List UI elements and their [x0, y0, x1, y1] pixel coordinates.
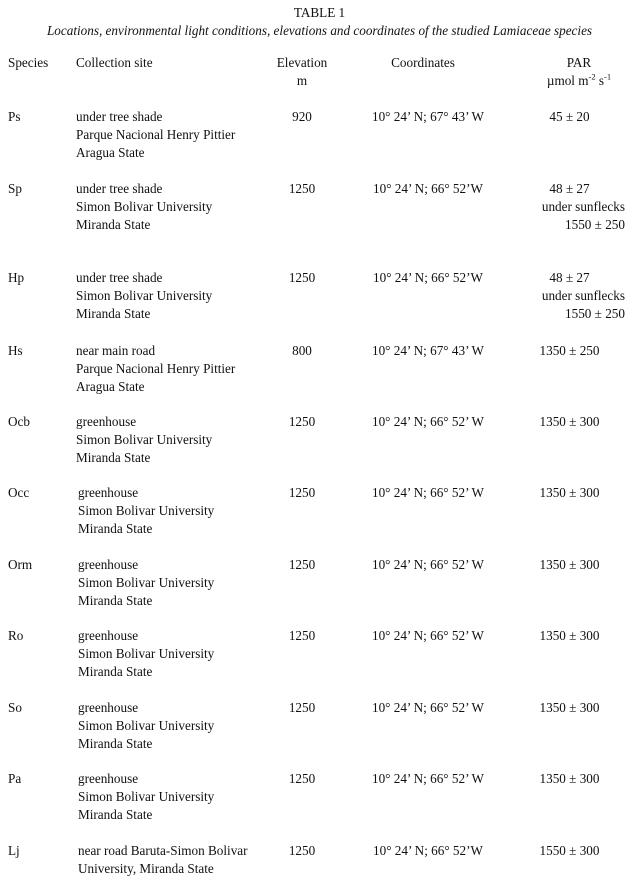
- table-number: TABLE 1: [293, 5, 346, 20]
- par-value-line: 1350 ± 300: [539, 485, 600, 500]
- par-value-line: 1350 ± 250: [539, 343, 600, 358]
- coordinates-cell: 10° 24’ N; 66° 52’ W: [371, 771, 484, 786]
- par-value-line: 1550 ± 250: [565, 306, 625, 321]
- collection-site-line: greenhouse: [78, 557, 139, 572]
- species-cell: Ocb: [8, 414, 30, 429]
- par-value-line: 48 ± 27: [549, 270, 590, 285]
- collection-site-line: greenhouse: [76, 414, 137, 429]
- collection-site-line: under tree shade: [76, 181, 163, 196]
- header-elevation-label: Elevation: [276, 55, 328, 70]
- species-cell: Occ: [8, 485, 30, 500]
- species-cell: Hs: [8, 343, 23, 358]
- coordinates-cell: 10° 24’ N; 66° 52’W: [373, 270, 483, 285]
- collection-site-line: Miranda State: [78, 807, 153, 822]
- collection-site-line: Miranda State: [78, 521, 153, 536]
- species-cell: Ro: [8, 628, 24, 643]
- species-cell: So: [8, 700, 22, 715]
- collection-site-line: greenhouse: [78, 628, 139, 643]
- collection-site-cell: [78, 699, 214, 753]
- par-value-line: 1350 ± 300: [539, 771, 600, 786]
- collection-site-cell: [76, 180, 212, 234]
- header-par: [520, 54, 638, 90]
- collection-site-line: near main road: [76, 343, 156, 358]
- header-par-unit: µmol $m^{-2}$ $s^{-1}$: [546, 71, 612, 88]
- par-cell: [500, 269, 625, 323]
- species-cell: Ps: [8, 109, 21, 124]
- coordinates-cell: 10° 24’ N; 67° 43’ W: [371, 109, 484, 124]
- par-value-line: 1550 ± 250: [565, 217, 625, 232]
- coordinates-cell: 10° 24’ N; 66° 52’W: [373, 181, 483, 196]
- collection-site-line: greenhouse: [78, 700, 139, 715]
- header-elevation: [262, 54, 342, 90]
- collection-site-line: Simon Bolivar University: [78, 503, 215, 518]
- collection-site-cell: [76, 108, 235, 162]
- header-collection-site: Collection site: [76, 55, 153, 70]
- par-value-line: 48 ± 27: [549, 181, 590, 196]
- par-cell: [500, 342, 625, 360]
- par-cell: [500, 627, 625, 645]
- collection-site-line: Aragua State: [76, 379, 145, 394]
- collection-site-line: Simon Bolivar University: [76, 432, 213, 447]
- collection-site-line: Miranda State: [78, 736, 153, 751]
- collection-site-line: Parque Nacional Henry Pittier: [76, 127, 236, 142]
- species-cell: Lj: [8, 843, 20, 858]
- species-cell: Hp: [8, 270, 25, 285]
- collection-site-line: Miranda State: [76, 217, 151, 232]
- collection-site-line: Simon Bolivar University: [78, 646, 215, 661]
- collection-site-line: Miranda State: [76, 450, 151, 465]
- coordinates-cell: 10° 24’ N; 66° 52’ W: [371, 414, 484, 429]
- par-value-line: 1350 ± 300: [539, 557, 600, 572]
- collection-site-cell: [78, 627, 214, 681]
- elevation-cell: 1250: [288, 700, 316, 715]
- collection-site-cell: [78, 556, 214, 610]
- collection-site-cell: [78, 770, 214, 824]
- elevation-cell: 1250: [288, 485, 316, 500]
- species-cell: Sp: [8, 181, 22, 196]
- par-cell: [500, 484, 625, 502]
- elevation-cell: 1250: [288, 628, 316, 643]
- collection-site-line: Simon Bolivar University: [78, 575, 215, 590]
- collection-site-line: Aragua State: [76, 145, 145, 160]
- collection-site-line: Parque Nacional Henry Pittier: [76, 361, 236, 376]
- par-cell: [500, 413, 625, 431]
- elevation-cell: 1250: [288, 771, 316, 786]
- par-cell: [500, 108, 625, 126]
- collection-site-line: greenhouse: [78, 485, 139, 500]
- par-value-line: 45 ± 20: [549, 109, 590, 124]
- par-cell: [500, 842, 625, 860]
- collection-site-line: Simon Bolivar University: [76, 288, 213, 303]
- par-value-line: 1550 ± 300: [539, 843, 600, 858]
- par-cell: [500, 180, 625, 234]
- collection-site-line: Simon Bolivar University: [78, 789, 215, 804]
- header-par-label: PAR: [566, 55, 592, 70]
- par-cell: [500, 699, 625, 717]
- table-title: Locations, environmental light conditions, elevations and coordinates of the studied Lamiaceae species: [46, 23, 593, 38]
- par-cell: [500, 556, 625, 574]
- coordinates-cell: 10° 24’ N; 66° 52’ W: [371, 485, 484, 500]
- collection-site-line: Miranda State: [78, 664, 153, 679]
- elevation-cell: 1250: [288, 414, 316, 429]
- collection-site-cell: [76, 413, 212, 467]
- species-cell: Orm: [8, 557, 33, 572]
- collection-site-line: greenhouse: [78, 771, 139, 786]
- collection-site-cell: [78, 484, 214, 538]
- par-cell: [500, 770, 625, 788]
- header-elevation-unit: m: [296, 73, 308, 88]
- collection-site-line: Miranda State: [78, 593, 153, 608]
- collection-site-line: under tree shade: [76, 270, 163, 285]
- par-value-line: under sunflecks: [541, 288, 625, 303]
- coordinates-cell: 10° 24’ N; 66° 52’W: [373, 843, 483, 858]
- species-cell: Pa: [8, 771, 22, 786]
- collection-site-line: near road Baruta-Simon Bolivar: [78, 843, 248, 858]
- par-value-line: 1350 ± 300: [539, 414, 600, 429]
- elevation-cell: 800: [292, 343, 312, 358]
- coordinates-cell: 10° 24’ N; 66° 52’ W: [371, 557, 484, 572]
- header-coordinates: Coordinates: [391, 55, 455, 70]
- collection-site-line: University, Miranda State: [78, 861, 214, 876]
- elevation-cell: 1250: [288, 181, 316, 196]
- collection-site-cell: [78, 842, 248, 878]
- collection-site-line: Simon Bolivar University: [78, 718, 215, 733]
- elevation-cell: 1250: [288, 557, 316, 572]
- collection-site-cell: [76, 269, 212, 323]
- par-value-line: 1350 ± 300: [539, 628, 600, 643]
- collection-site-line: Miranda State: [76, 306, 151, 321]
- header-species: Species: [8, 55, 49, 70]
- collection-site-line: under tree shade: [76, 109, 163, 124]
- elevation-cell: 1250: [288, 843, 316, 858]
- coordinates-cell: 10° 24’ N; 66° 52’ W: [371, 700, 484, 715]
- collection-site-cell: [76, 342, 235, 396]
- par-value-line: 1350 ± 300: [539, 700, 600, 715]
- par-value-line: under sunflecks: [541, 199, 625, 214]
- collection-site-line: Simon Bolivar University: [76, 199, 213, 214]
- elevation-cell: 920: [292, 109, 312, 124]
- coordinates-cell: 10° 24’ N; 67° 43’ W: [371, 343, 484, 358]
- elevation-cell: 1250: [288, 270, 316, 285]
- coordinates-cell: 10° 24’ N; 66° 52’ W: [371, 628, 484, 643]
